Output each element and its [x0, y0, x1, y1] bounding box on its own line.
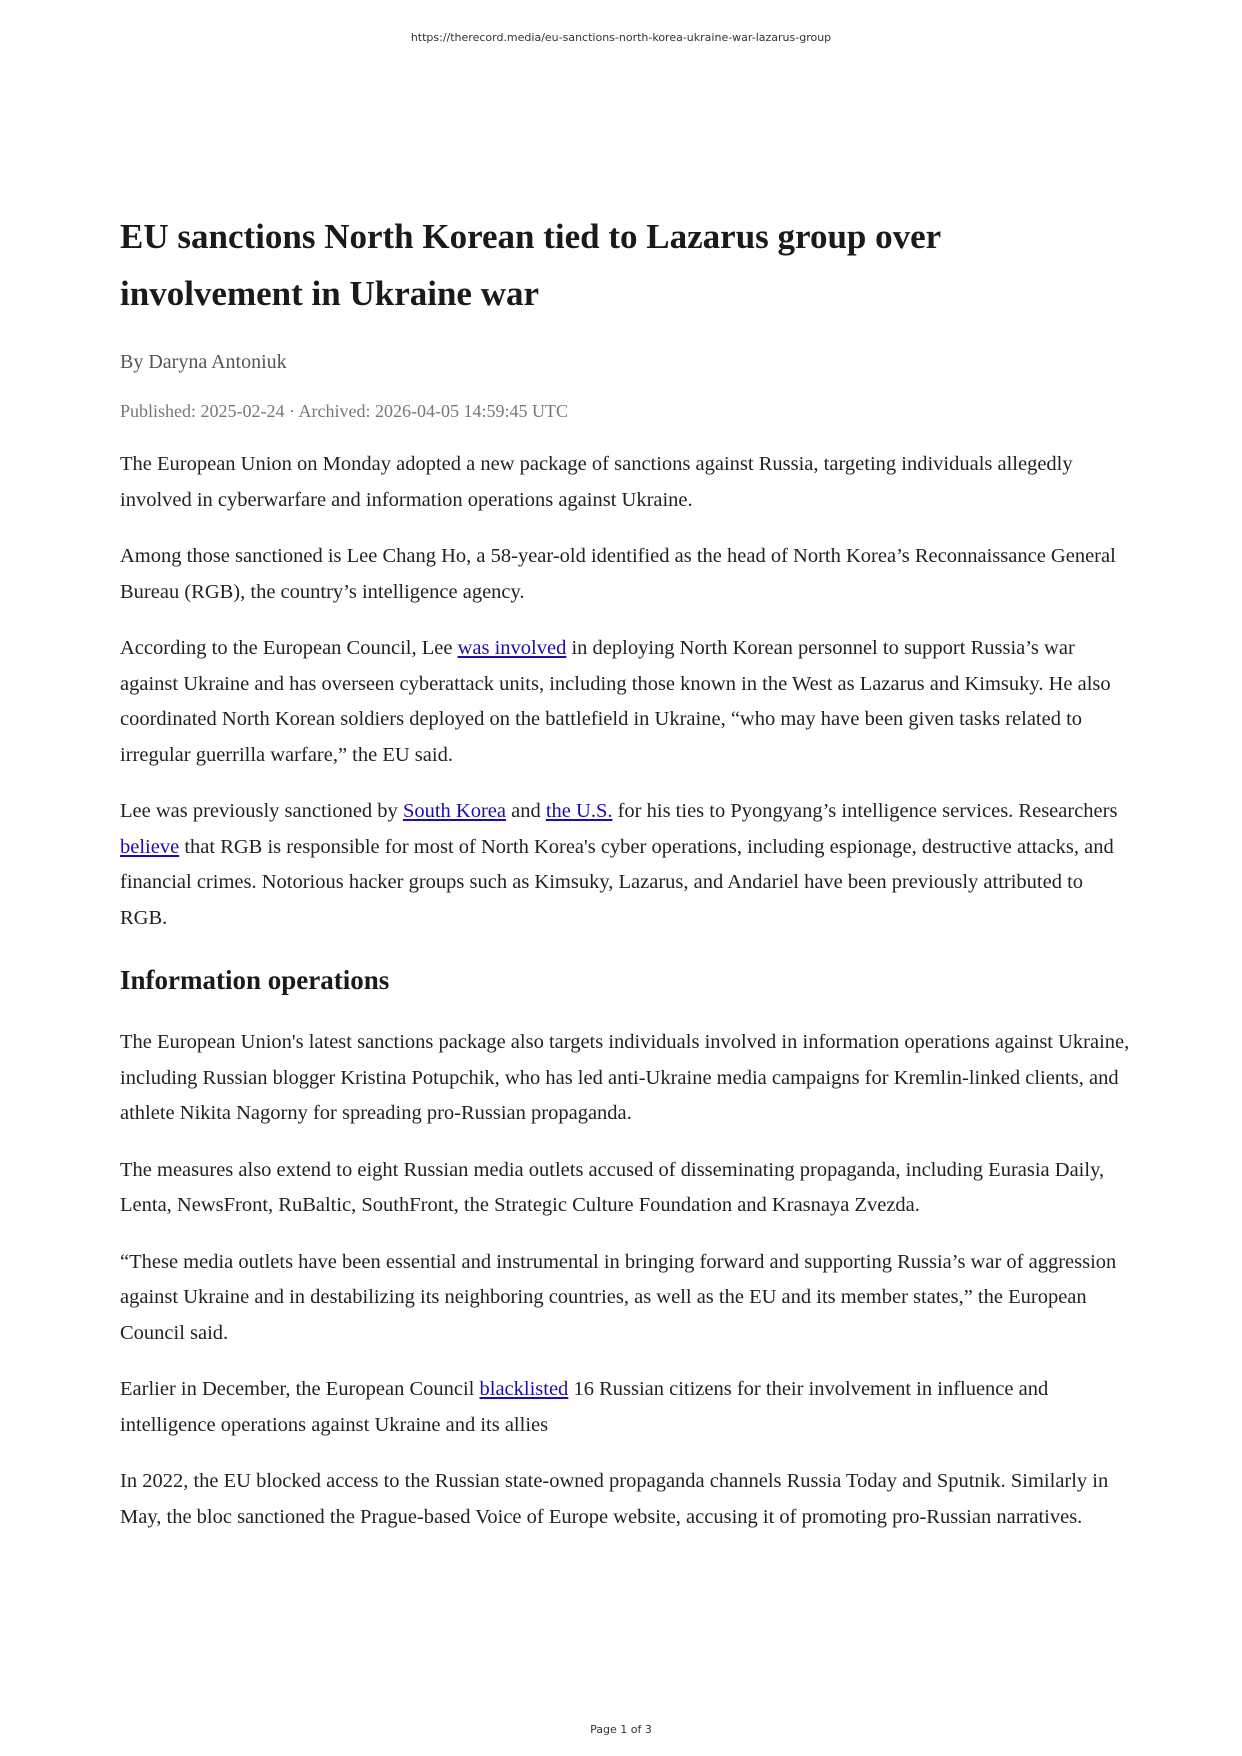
- paragraph-text: According to the European Council, Lee: [120, 637, 458, 659]
- section-heading-information-operations: Information operations: [120, 965, 390, 995]
- article-byline: By Daryna Antoniuk: [120, 351, 287, 373]
- link-was-involved[interactable]: was involved: [457, 637, 567, 659]
- article-paragraph-7: “These media outlets have been essential and instrumental in bringing forward and supporting Russia’s war of aggression against Ukraine and in destabilizing its neighboring countries, as well as the EU and its member states,” the European Council said.: [120, 1250, 1117, 1344]
- article-paragraph-8: [120, 1372, 1130, 1443]
- paragraph-text: that RGB is responsible for most of North Korea's cyber operations, including espionage, destructive attacks, and financial crimes. Notorious hacker groups such as Kimsuky, Lazarus, and Andariel have been previously attributed to RGB.: [120, 835, 1114, 929]
- article-title: EU sanctions North Korean tied to Lazarus group over involvement in Ukraine war: [120, 217, 941, 313]
- link-south-korea[interactable]: South Korea: [402, 800, 506, 822]
- article: [120, 208, 1130, 1535]
- article-paragraph-9: In 2022, the EU blocked access to the Russian state-owned propaganda channels Russia Today and Sputnik. Similarly in May, the bloc sanctioned the Prague-based Voice of Europe website, accusing it of promoting pro-Russian narratives.: [120, 1470, 1109, 1528]
- page-url-header: https://therecord.media/eu-sanctions-north-korea-ukraine-war-lazarus-group: [410, 31, 832, 44]
- article-paragraph-1: The European Union on Monday adopted a new package of sanctions against Russia, targeting individuals allegedly involved in cyberwarfare and information operations against Ukraine.: [120, 453, 1073, 511]
- paragraph-text: 16 Russian citizens for their involvement in influence and intelligence operations against Ukraine and its allies: [120, 1378, 1049, 1436]
- paragraph-text: for his ties to Pyongyang’s intelligence services. Researchers: [612, 800, 1118, 822]
- article-paragraph-2: Among those sanctioned is Lee Chang Ho, a 58-year-old identified as the head of North Korea’s Reconnaissance General Bureau (RGB), the country’s intelligence agency.: [120, 545, 1116, 603]
- article-publish-meta: Published: 2025-02-24 · Archived: 2026-04-05 14:59:45 UTC: [120, 401, 568, 421]
- article-paragraph-3: [120, 631, 1130, 773]
- link-believe[interactable]: believe: [120, 835, 180, 858]
- article-paragraph-5: The European Union's latest sanctions package also targets individuals involved in information operations against Ukraine, including Russian blogger Kristina Potupchik, who has led anti-Ukraine media campaigns for Kremlin-linked clients, and athlete Nikita Nagorny for spreading pro-Russian propaganda.: [120, 1031, 1130, 1124]
- article-paragraph-6: The measures also extend to eight Russian media outlets accused of disseminating propaganda, including Eurasia Daily, Lenta, NewsFront, RuBaltic, SouthFront, the Strategic Culture Foundation and Krasnaya Zvezda.: [120, 1158, 1105, 1216]
- paragraph-text: Lee was previously sanctioned by: [120, 800, 403, 822]
- link-blacklisted[interactable]: blacklisted: [479, 1378, 569, 1400]
- paragraph-text: in deploying North Korean personnel to support Russia’s war against Ukraine and has overseen cyberattack units, including those known in the West as Lazarus and Kimsuky. He also coordinated North Korean soldiers deployed on the battlefield in Ukraine, “who may have been given tasks related to irregular guerrilla warfare,” the EU said.: [120, 637, 1111, 766]
- page-number-footer: Page 1 of 3: [590, 1723, 652, 1736]
- paragraph-text: Earlier in December, the European Council: [120, 1378, 480, 1400]
- link-the-us[interactable]: the U.S.: [545, 800, 613, 822]
- article-paragraph-4: [120, 794, 1130, 936]
- paragraph-text: and: [506, 800, 546, 822]
